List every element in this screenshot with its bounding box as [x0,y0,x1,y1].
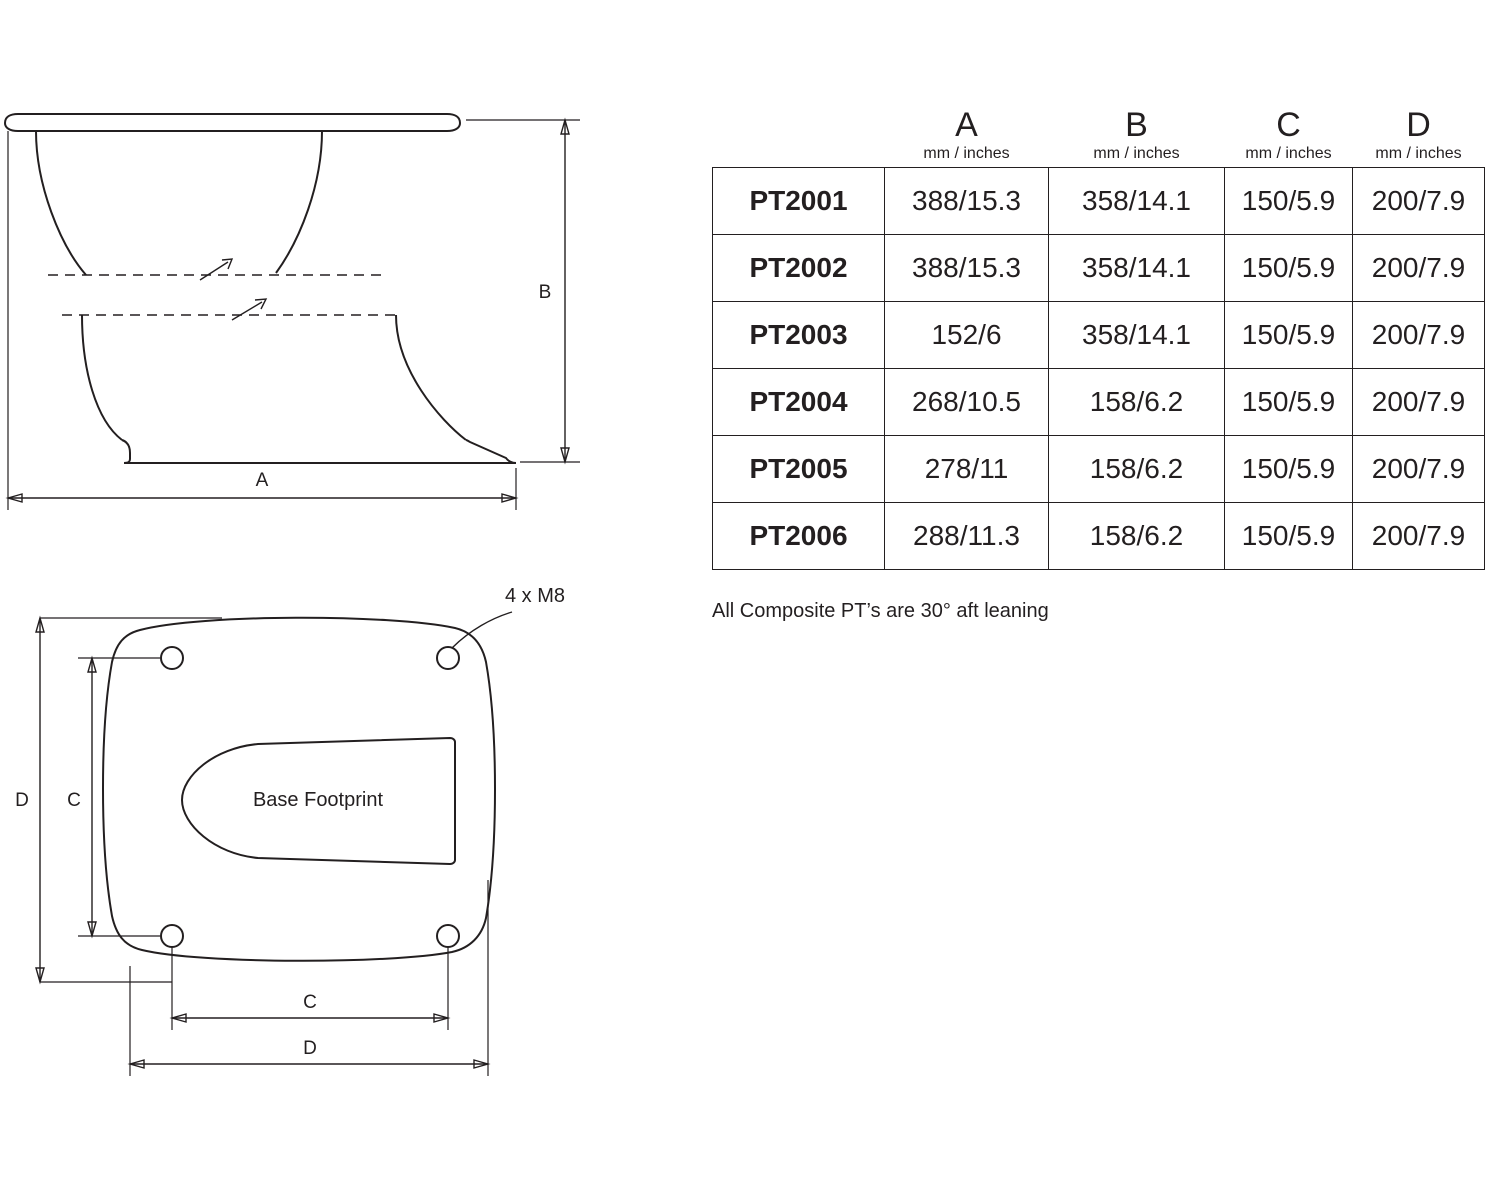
dimension-d-horizontal-label: D [303,1038,317,1059]
header-col-c-units: mm / inches [1245,144,1332,162]
dimension-c-vertical [67,658,160,936]
cell-b: 358/14.1 [1049,234,1225,301]
cell-c: 150/5.9 [1225,502,1353,569]
table-note: All Composite PT’s are 30° aft leaning [712,600,1049,622]
bolt-callout-label: 4 x M8 [505,585,566,607]
side-view-drawing [0,90,620,560]
plan-view-drawing [0,570,620,1110]
dimension-a [8,131,516,510]
dimension-c-horizontal-label: C [303,992,317,1013]
cell-d: 200/7.9 [1353,435,1485,502]
bolt-hole-bottom-right [437,925,459,947]
cell-b: 158/6.2 [1049,502,1225,569]
dimension-d-vertical-label: D [15,790,29,811]
cell-a: 278/11 [885,435,1049,502]
cell-c: 150/5.9 [1225,167,1353,234]
table-row [713,234,1485,301]
header-col-d [1353,108,1485,167]
cell-model: PT2006 [713,502,885,569]
cell-d: 200/7.9 [1353,301,1485,368]
cell-b: 358/14.1 [1049,301,1225,368]
dimension-c-vertical-label: C [67,790,81,811]
base-footprint-shape [182,738,455,864]
break-arrows [200,259,266,320]
header-col-a-letter: A [955,106,978,144]
cell-d: 200/7.9 [1353,368,1485,435]
pedestal-base-plate [122,440,516,463]
cell-model: PT2004 [713,368,885,435]
bolt-callout [452,585,565,648]
table-row [713,167,1485,234]
header-col-b-letter: B [1125,106,1148,144]
cell-c: 150/5.9 [1225,368,1353,435]
spec-table [712,108,1485,570]
table-row [713,368,1485,435]
header-col-a-units: mm / inches [923,144,1010,162]
bolt-hole-top-left [161,647,183,669]
header-col-c [1225,108,1353,167]
cell-b: 358/14.1 [1049,167,1225,234]
cell-a: 388/15.3 [885,234,1049,301]
dimension-a-label: A [255,470,269,491]
header-col-a [885,108,1049,167]
cell-a: 388/15.3 [885,167,1049,234]
dimension-b [466,120,580,462]
cell-model: PT2005 [713,435,885,502]
cell-c: 150/5.9 [1225,234,1353,301]
dimension-d-vertical [15,618,222,982]
header-model [713,108,885,167]
header-col-c-letter: C [1276,106,1301,144]
bolt-hole-top-right [437,647,459,669]
header-col-d-units: mm / inches [1375,144,1462,162]
cell-d: 200/7.9 [1353,502,1485,569]
cell-d: 200/7.9 [1353,167,1485,234]
cell-a: 268/10.5 [885,368,1049,435]
header-col-b-units: mm / inches [1093,144,1180,162]
cell-a: 288/11.3 [885,502,1049,569]
table-row [713,502,1485,569]
cell-c: 150/5.9 [1225,435,1353,502]
cell-model: PT2001 [713,167,885,234]
base-footprint-label: Base Footprint [252,789,384,811]
spec-table-header-row [713,108,1485,167]
cell-a: 152/6 [885,301,1049,368]
table-row [713,435,1485,502]
cell-b: 158/6.2 [1049,368,1225,435]
cell-model: PT2003 [713,301,885,368]
spec-table-wrapper [712,108,1484,570]
cell-model: PT2002 [713,234,885,301]
table-row [713,301,1485,368]
cell-d: 200/7.9 [1353,234,1485,301]
pedestal-top-plate [5,114,460,131]
cell-b: 158/6.2 [1049,435,1225,502]
header-col-d-letter: D [1406,106,1431,144]
dimension-d-horizontal [130,880,488,1076]
pedestal-column-upper [36,131,322,275]
dimension-b-label: B [538,282,552,303]
header-col-b [1049,108,1225,167]
pedestal-column-lower [82,315,466,440]
bolt-hole-bottom-left [161,925,183,947]
cell-c: 150/5.9 [1225,301,1353,368]
